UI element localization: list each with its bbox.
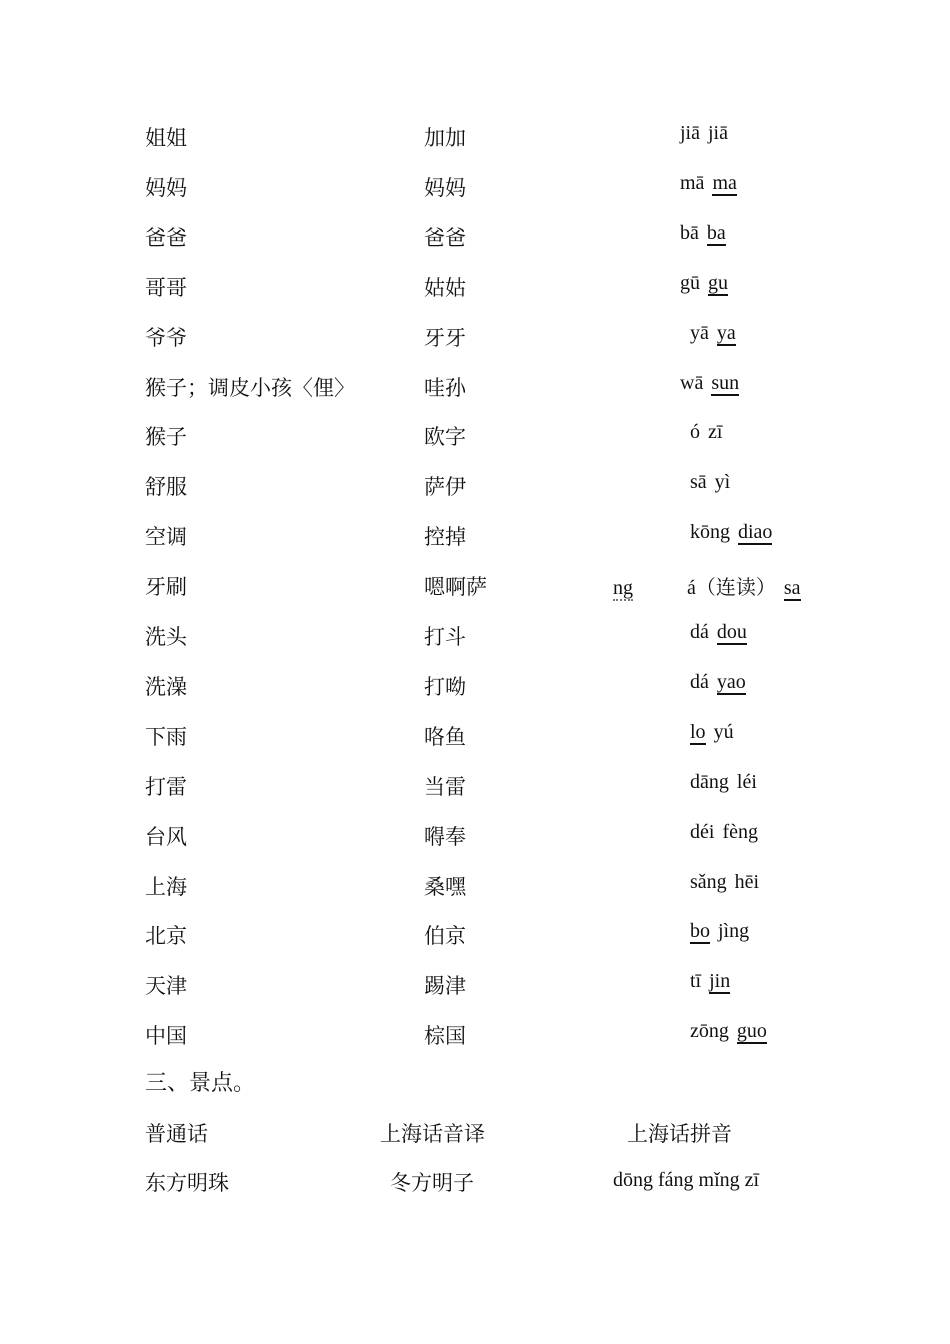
- shanghainese-transliteration: 打斗: [424, 625, 466, 649]
- shanghainese-pinyin: [690, 621, 755, 645]
- mandarin-term: 上海: [145, 874, 187, 899]
- shanghainese-transliteration: 牙牙: [424, 325, 466, 350]
- shanghainese-pinyin: [690, 1020, 775, 1044]
- table-row: [0, 222, 950, 262]
- mandarin-term: 猴子: [145, 425, 187, 450]
- table-row: [0, 871, 950, 911]
- shanghainese-transliteration: 棕国: [424, 1024, 466, 1049]
- table-row: [0, 172, 950, 212]
- pinyin-syllable: jiā: [708, 122, 728, 144]
- mandarin-term: 台风: [145, 824, 187, 849]
- pinyin-syllable: léi: [736, 770, 757, 793]
- pinyin-syllable: yú: [713, 720, 734, 743]
- table-row: [0, 272, 950, 312]
- shanghainese-transliteration: 姑姑: [424, 275, 466, 300]
- header-mandarin: 普通话: [145, 1122, 208, 1146]
- scenic-mandarin: 东方明珠: [145, 1171, 229, 1195]
- mandarin-term: 中国: [145, 1024, 187, 1049]
- mandarin-term: 天津: [145, 974, 187, 999]
- pinyin-syllable: dá: [690, 621, 709, 643]
- shanghainese-transliteration: 打呦: [424, 674, 466, 699]
- mandarin-term: 牙刷: [145, 575, 187, 600]
- pinyin-syllable: sa: [783, 577, 801, 600]
- pinyin-syllable: wā: [680, 371, 704, 394]
- shanghainese-pinyin: [690, 521, 780, 545]
- shanghainese-transliteration: 加加: [424, 126, 466, 150]
- pinyin-syllable: diao: [738, 521, 773, 544]
- pinyin-syllable: tī: [690, 970, 702, 993]
- shanghainese-pinyin: [690, 970, 738, 994]
- mandarin-term: 爸爸: [145, 225, 187, 250]
- header-sh-transliteration: 上海话音译: [380, 1122, 485, 1146]
- shanghainese-transliteration: 爸爸: [424, 225, 466, 250]
- pinyin-syllable: hēi: [734, 870, 760, 893]
- table-row: [0, 471, 950, 511]
- pinyin-syllable: ya: [716, 321, 736, 344]
- pinyin-syllable: gū: [680, 271, 700, 294]
- pinyin-syllable: sǎng: [690, 870, 727, 893]
- shanghainese-pinyin: [680, 122, 736, 145]
- shanghainese-pinyin: [680, 372, 747, 396]
- pinyin-syllable: ba: [706, 221, 726, 244]
- table-row: [0, 821, 950, 861]
- shanghainese-pinyin: [690, 721, 742, 745]
- mandarin-term: 猴子；调皮小孩〈俚〉: [145, 375, 355, 400]
- shanghainese-pinyin: [690, 871, 767, 894]
- shanghainese-transliteration: 踢津: [424, 974, 466, 999]
- shanghainese-pinyin: [680, 222, 734, 246]
- shanghainese-transliteration: 控掉: [424, 525, 466, 550]
- pinyin-syllable: jìng: [718, 920, 750, 943]
- shanghainese-pinyin: [690, 821, 766, 844]
- scenic-sh: 冬方明子: [390, 1171, 474, 1195]
- table-row: [0, 621, 950, 661]
- mandarin-term: 洗头: [145, 625, 187, 649]
- pinyin-syllable: ó: [690, 421, 700, 444]
- pinyin-syllable: sā: [690, 471, 707, 494]
- pinyin-syllable: á（连读）: [687, 577, 776, 600]
- table-row: [0, 571, 950, 611]
- shanghainese-transliteration: 萨伊: [424, 475, 466, 500]
- shanghainese-pinyin: [690, 471, 738, 494]
- shanghainese-transliteration: 欧字: [424, 425, 466, 450]
- pinyin-syllable: bo: [690, 920, 710, 943]
- mandarin-term: 姐姐: [145, 126, 187, 150]
- table-row: [0, 920, 950, 960]
- pinyin-syllable: jin: [709, 970, 731, 993]
- pinyin-syllable: dou: [716, 621, 747, 643]
- pinyin-syllable: ng: [613, 577, 633, 600]
- scenic-pinyin: dōng fáng mǐng zī: [613, 1169, 760, 1191]
- section-title: 三、景点。: [145, 1071, 256, 1096]
- mandarin-term: 打雷: [145, 774, 187, 799]
- shanghainese-pinyin: [680, 272, 736, 296]
- pinyin-syllable: bā: [680, 221, 699, 244]
- shanghainese-transliteration: 嗯啊萨: [424, 575, 487, 600]
- mandarin-term: 舒服: [145, 475, 187, 500]
- shanghainese-transliteration: 嘚奉: [424, 824, 466, 849]
- shanghainese-pinyin: [690, 920, 757, 944]
- pinyin-syllable: jiā: [680, 122, 700, 144]
- mandarin-term: 北京: [145, 924, 187, 949]
- shanghainese-pinyin: [690, 421, 730, 444]
- table-row: [0, 372, 950, 412]
- shanghainese-pinyin: [690, 771, 765, 794]
- pinyin-syllable: guo: [736, 1020, 767, 1043]
- pinyin-syllable: yì: [714, 471, 731, 494]
- mandarin-term: 爷爷: [145, 325, 187, 350]
- header-sh-pinyin: 上海话拼音: [627, 1122, 732, 1146]
- pinyin-syllable: sun: [711, 371, 740, 394]
- shanghainese-transliteration: 桑嘿: [424, 874, 466, 899]
- shanghainese-transliteration: 妈妈: [424, 175, 466, 200]
- mandarin-term: 下雨: [145, 724, 187, 749]
- pinyin-syllable: dá: [690, 670, 709, 693]
- table-row: [0, 322, 950, 362]
- table-row: [0, 671, 950, 711]
- table-row: [0, 771, 950, 811]
- table-row: [0, 421, 950, 461]
- mandarin-term: 洗澡: [145, 674, 187, 699]
- pinyin-syllable: zī: [708, 421, 723, 444]
- pinyin-syllable: fèng: [722, 820, 758, 843]
- shanghainese-transliteration: 当雷: [424, 774, 466, 799]
- shanghainese-transliteration: 哇孙: [424, 375, 466, 400]
- pinyin-syllable: dāng: [690, 770, 729, 793]
- shanghainese-pinyin: [680, 172, 745, 196]
- shanghainese-pinyin: [690, 671, 754, 695]
- mandarin-term: 哥哥: [145, 275, 187, 300]
- shanghainese-pinyin: [613, 571, 809, 601]
- shanghainese-transliteration: 伯京: [424, 924, 466, 949]
- table-row: [0, 122, 950, 162]
- pinyin-syllable: yao: [716, 670, 746, 693]
- pinyin-syllable: zōng: [690, 1020, 729, 1043]
- pinyin-syllable: kōng: [690, 521, 730, 544]
- shanghainese-pinyin: [690, 322, 744, 346]
- shanghainese-transliteration: 咯鱼: [424, 724, 466, 749]
- pinyin-syllable: mā: [680, 171, 705, 194]
- table-row: [0, 721, 950, 761]
- pinyin-syllable: lo: [690, 720, 706, 743]
- mandarin-term: 妈妈: [145, 175, 187, 200]
- table-row: [0, 1020, 950, 1060]
- pinyin-syllable: déi: [690, 820, 715, 843]
- mandarin-term: 空调: [145, 525, 187, 550]
- pinyin-syllable: ma: [712, 171, 737, 194]
- table-row: [0, 970, 950, 1010]
- table-row: [0, 521, 950, 561]
- pinyin-syllable: yā: [690, 321, 709, 344]
- pinyin-syllable: gu: [708, 271, 728, 294]
